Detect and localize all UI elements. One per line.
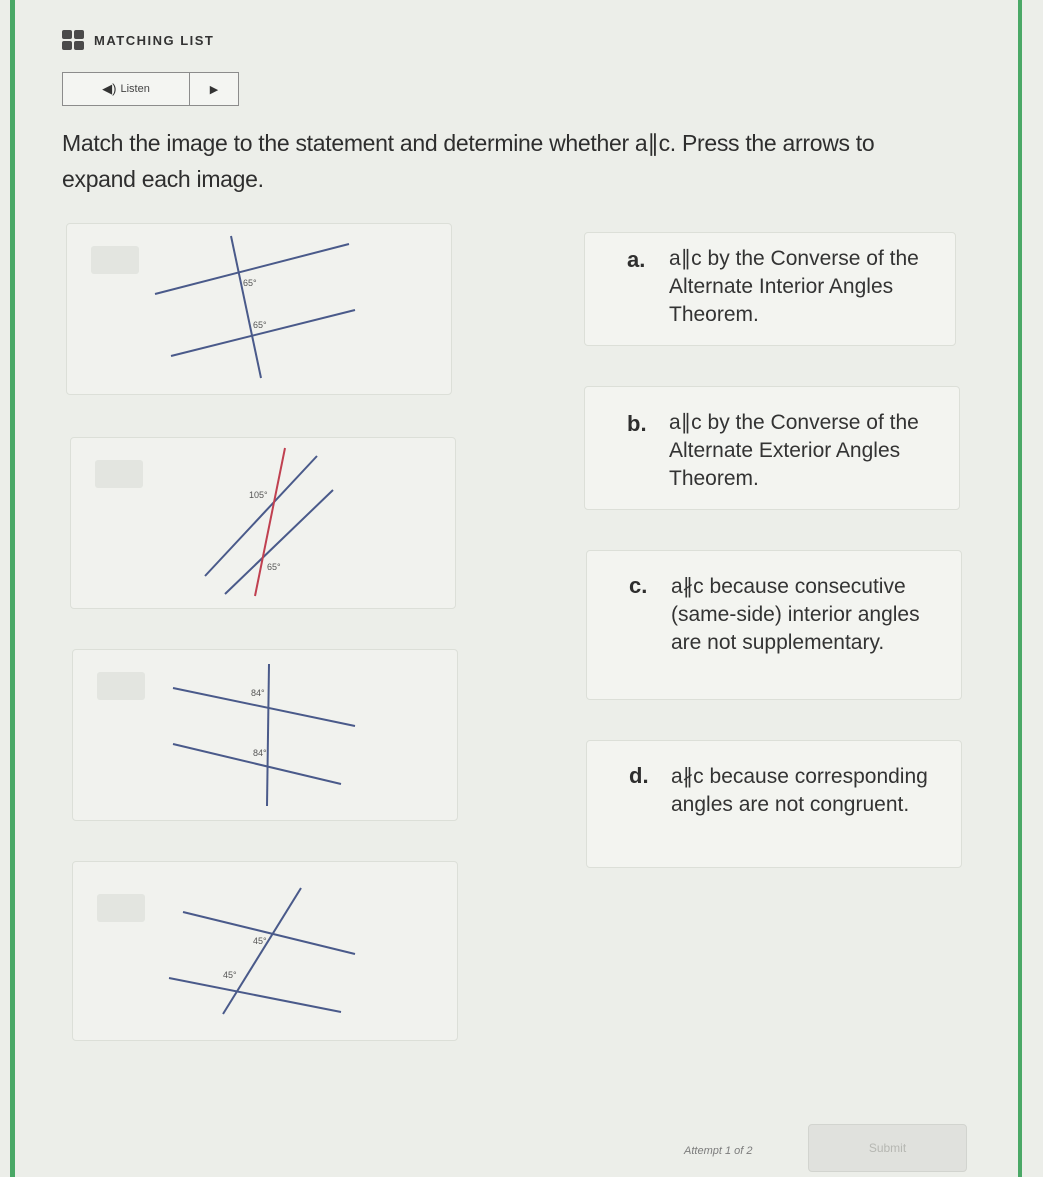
- statement-letter: d.: [629, 763, 649, 788]
- listen-control: [62, 72, 239, 106]
- angle-label-bottom: 65°: [267, 562, 281, 572]
- footer: [0, 1120, 1043, 1177]
- angle-label-bottom: 84°: [253, 748, 267, 758]
- speaker-icon: ◀): [102, 81, 117, 96]
- parallel-lines-diagram-1: [67, 224, 451, 394]
- angle-label-top: 45°: [253, 936, 267, 946]
- play-icon[interactable]: ▶: [209, 83, 219, 96]
- statement-letter: b.: [627, 411, 647, 436]
- activity-header: [62, 30, 214, 50]
- parallel-lines-diagram-2: [71, 438, 455, 608]
- parallel-lines-diagram-3: [73, 650, 457, 820]
- image-card-4[interactable]: [72, 861, 458, 1041]
- statement-text: a∥c by the Converse of the Alternate Interior Angles Theorem.: [669, 247, 919, 326]
- matching-grid-icon: [62, 30, 84, 50]
- parallel-lines-diagram-4: [73, 862, 457, 1040]
- statement-d[interactable]: [586, 740, 962, 868]
- angle-label-top: 65°: [243, 278, 257, 288]
- right-accent-border: [1018, 0, 1022, 1177]
- image-card-1[interactable]: [66, 223, 452, 395]
- image-card-3[interactable]: [72, 649, 458, 821]
- left-accent-border: [10, 0, 15, 1177]
- listen-button[interactable]: [63, 73, 190, 105]
- angle-label-top: 84°: [251, 688, 265, 698]
- submit-button[interactable]: Submit: [808, 1124, 967, 1172]
- activity-type-label: MATCHING LIST: [94, 32, 215, 48]
- angle-label-top: 105°: [249, 490, 268, 500]
- statement-b[interactable]: [584, 386, 960, 510]
- statement-a[interactable]: [584, 232, 956, 346]
- statement-letter: c.: [629, 573, 648, 598]
- instructions-text: Match the image to the statement and determine whether a∥c. Press the arrows to expand each image.: [62, 130, 875, 192]
- statement-text: a∦c because corresponding angles are not congruent.: [671, 765, 928, 816]
- statement-text: a∥c by the Converse of the Alternate Exterior Angles Theorem.: [669, 411, 919, 490]
- angle-label-bottom: 45°: [223, 970, 237, 980]
- image-card-2[interactable]: [70, 437, 456, 609]
- statement-text: a∦c because consecutive (same-side) interior angles are not supplementary.: [671, 575, 920, 654]
- statement-c[interactable]: [586, 550, 962, 700]
- angle-label-bottom: 65°: [253, 320, 267, 330]
- attempt-counter: Attempt 1 of 2: [684, 1145, 753, 1157]
- statement-letter: a.: [627, 247, 646, 272]
- listen-label: Listen: [120, 83, 150, 95]
